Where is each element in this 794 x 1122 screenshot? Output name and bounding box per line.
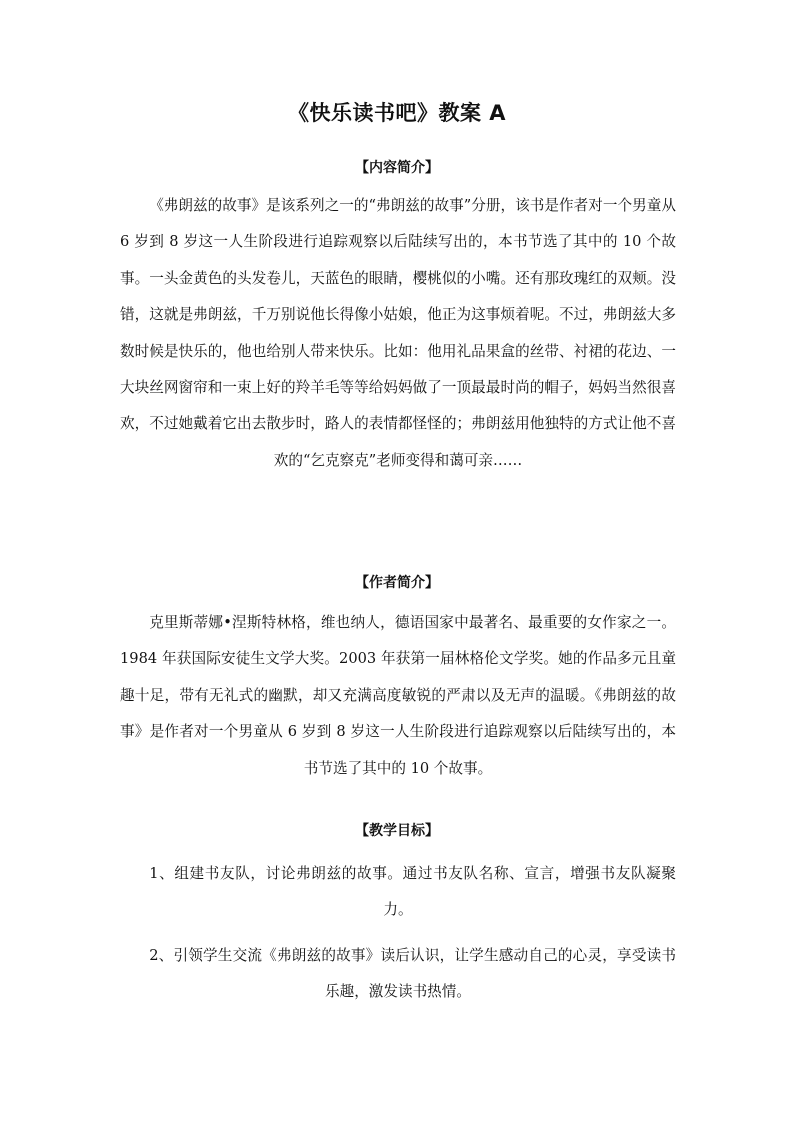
- summary-paragraph: 《弗朗兹的故事》是该系列之一的“弗朗兹的故事”分册，该书是作者对一个男童从 6 岁到 8 岁这一人生阶段进行追踪观察以后陆续写出的，本书节选了其中的 10 个故事。一头金黄色的头发卷儿，天蓝色的眼睛，樱桃似的小嘴。还有那玫瑰红的双颊。没错，这就是弗朗兹，千万别说他长得像小姑娘，他正为这事烦着呢。不过，弗朗兹大多数时候是快乐的，他也给别人带来快乐。比如：他用礼品果盒的丝带、衬裙的花边、一大块丝网窗帘和一束上好的羚羊毛等等给妈妈做了一顶最最时尚的帽子，妈妈当然很喜欢，不过她戴着它出去散步时，路人的表情都怪怪的；弗朗兹用他独特的方式让他不喜欢的“乞克察克”老师变得和蔼可亲……: [120, 197, 676, 469]
- section-heading-objectives: 【教学目标】: [355, 823, 439, 839]
- section-heading-author: 【作者简介】: [355, 575, 439, 591]
- objective-item-2: 2、引领学生交流《弗朗兹的故事》读后认识，让学生感动自己的心灵，享受读书乐趣，激发读书热情。: [149, 947, 676, 1000]
- section-heading-summary: 【内容简介】: [355, 160, 439, 176]
- document-title: 《快乐读书吧》教案 A: [287, 101, 507, 125]
- author-paragraph: 克里斯蒂娜•涅斯特林格，维也纳人，德语国家中最著名、最重要的女作家之一。1984 年获国际安徒生文学大奖。2003 年获第一届林格伦文学奖。她的作品多元且童趣十足，带有无礼式的幽默，却又充满高度敏锐的严肃以及无声的温暖。《弗朗兹的故事》是作者对一个男童从 6 岁到 8 岁这一人生阶段进行追踪观察以后陆续写出的，本书节选了其中的 10 个故事。: [120, 614, 676, 777]
- objective-item-1: 1、组建书友队，讨论弗朗兹的故事。通过书友队名称、宣言，增强书友队凝聚力。: [149, 865, 676, 918]
